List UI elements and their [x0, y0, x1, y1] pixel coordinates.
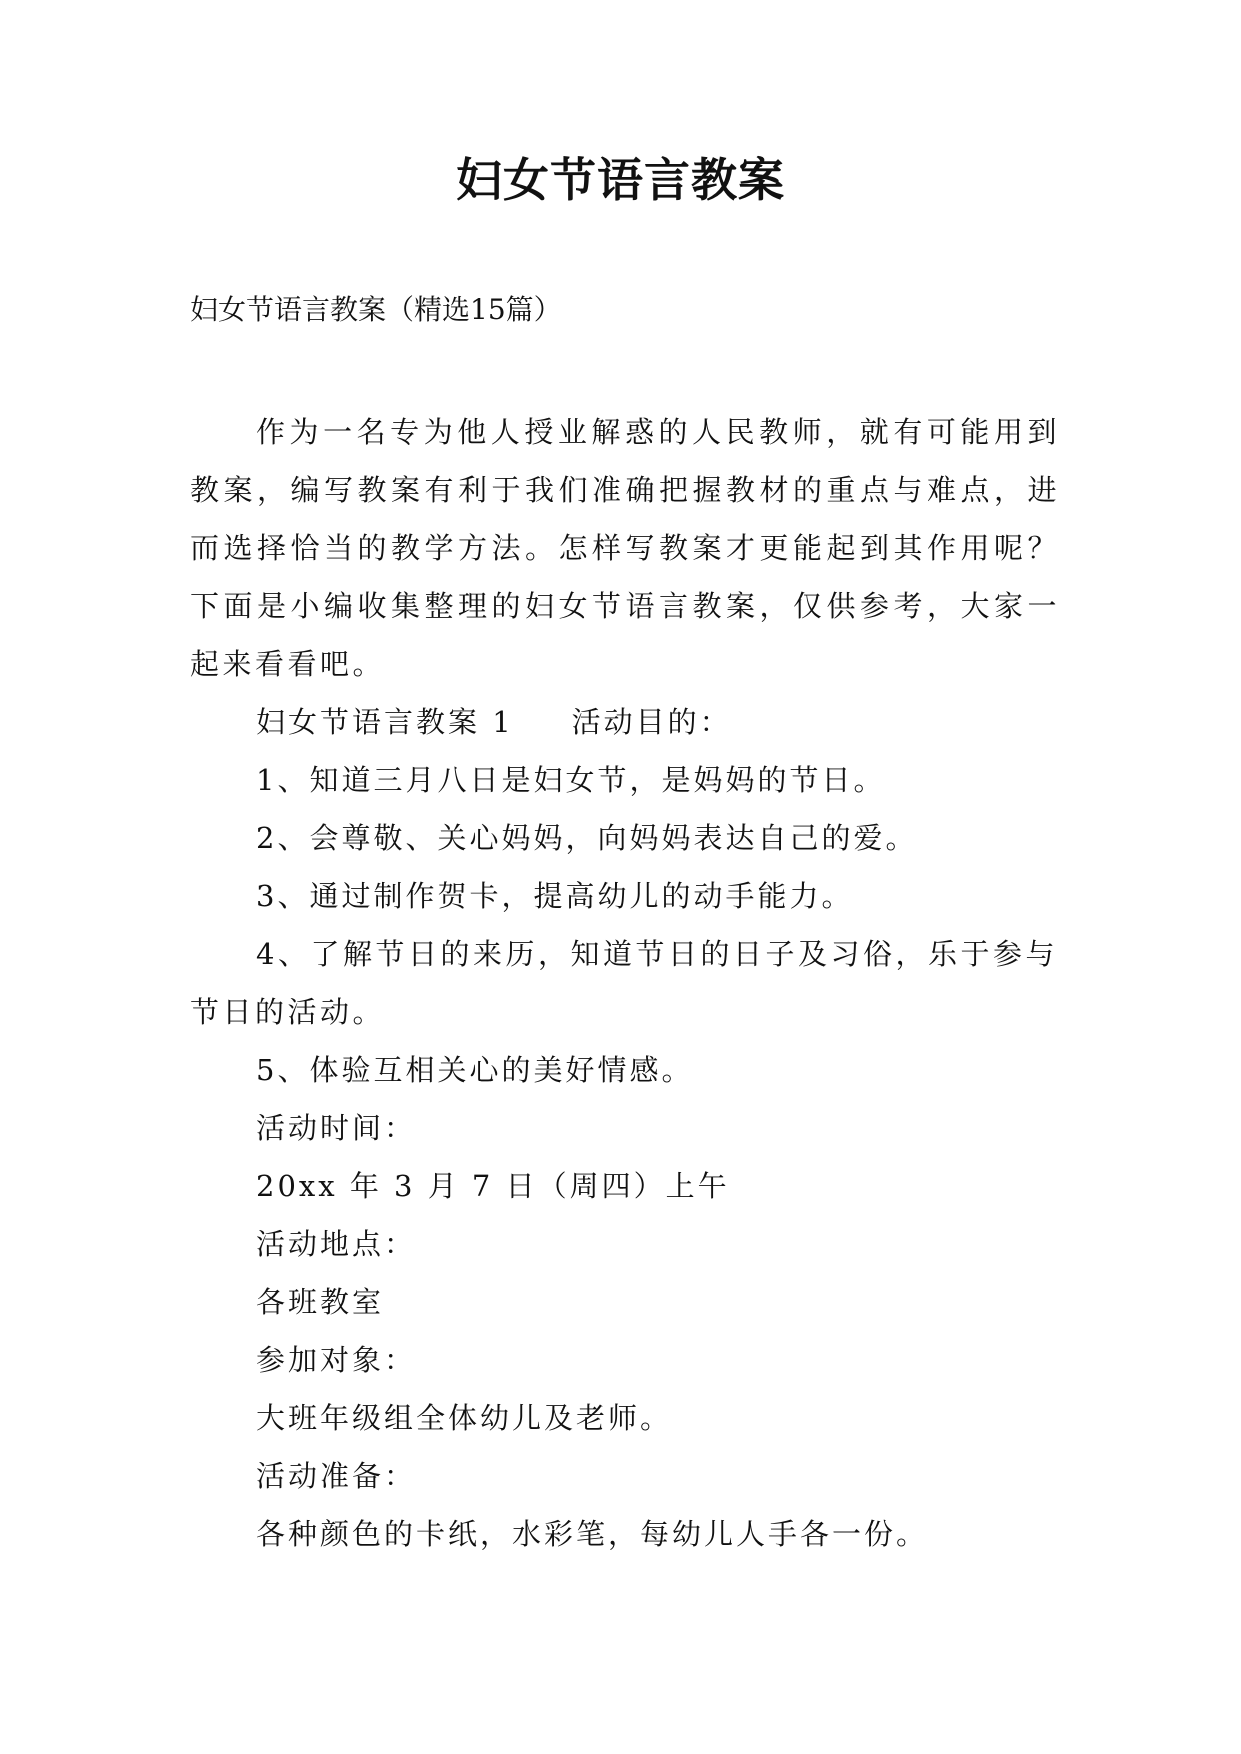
goal-item: 4、了解节日的来历，知道节日的日子及习俗，乐于参与节日的活动。 [190, 937, 1058, 1029]
intro-paragraph: 作为一名专为他人授业解惑的人民教师，就有可能用到教案，编写教案有利于我们准确把握教材的重点与难点，进而选择恰当的教学方法。怎样写教案才更能起到其作用呢？下面是小编收集整理的妇女节语言教案，仅供参考，大家一起来看看吧。 [190, 415, 1060, 681]
time-value: 20xx 年 3 月 7 日（周四）上午 [256, 1169, 730, 1203]
goals-heading: 活动目的： [571, 705, 732, 739]
prep-label: 活动准备： [256, 1459, 417, 1493]
document-subtitle: 妇女节语言教案（精选15篇） [190, 293, 562, 326]
time-label: 活动时间： [256, 1111, 417, 1145]
participants-label: 参加对象： [256, 1343, 417, 1377]
goal-item: 5、体验互相关心的美好情感。 [256, 1053, 694, 1087]
section-heading-line [190, 693, 1060, 751]
document-title: 妇女节语言教案 [456, 153, 785, 207]
document-body [190, 403, 1060, 1563]
goal-item: 3、通过制作贺卡，提高幼儿的动手能力。 [256, 879, 854, 913]
section-heading: 妇女节语言教案 1 [256, 705, 514, 739]
prep-value: 各种颜色的卡纸，水彩笔，每幼儿人手各一份。 [256, 1517, 929, 1551]
goal-item: 1、知道三月八日是妇女节，是妈妈的节日。 [256, 763, 886, 797]
place-value: 各班教室 [256, 1285, 385, 1319]
place-label: 活动地点： [256, 1227, 417, 1261]
goal-item: 2、会尊敬、关心妈妈，向妈妈表达自己的爱。 [256, 821, 918, 855]
participants-value: 大班年级组全体幼儿及老师。 [256, 1401, 673, 1435]
